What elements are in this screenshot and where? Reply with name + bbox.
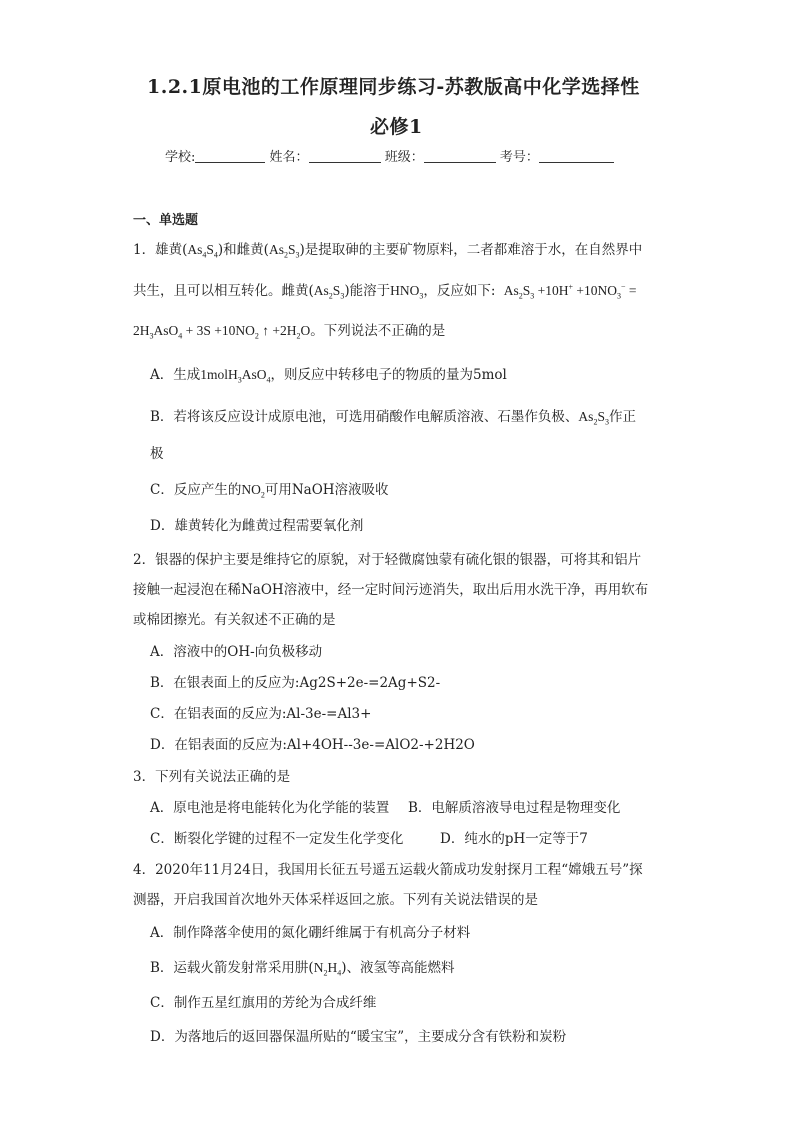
class-field[interactable] (424, 148, 496, 163)
formula-no2: $NO_2$ (241, 482, 265, 500)
formula-n2h4: $N_2H_4$ (313, 960, 342, 978)
q3-option-c[interactable]: C．断裂化学键的过程不一定发生化学变化 (150, 831, 404, 847)
q3-stem: 3．下列有关说法正确的是 (133, 769, 291, 785)
q4-stem-line2: 测器，开启我国首次地外天体采样返回之旅。下列有关说法错误的是 (133, 892, 538, 908)
name-field[interactable] (309, 148, 381, 163)
document-title-line1: 1.2.1原电池的工作原理同步练习-苏教版高中化学选择性 (147, 76, 640, 98)
q1-option-d[interactable]: D．雄黄转化为雌黄过程需要氧化剂 (150, 518, 364, 534)
q4-option-d[interactable]: D．为落地后的返回器保温所贴的“暖宝宝”，主要成分含有铁粉和炭粉 (150, 1029, 567, 1045)
q4-option-a[interactable]: A．制作降落伞使用的氮化硼纤维属于有机高分子材料 (150, 925, 471, 941)
q1-option-b[interactable]: B．若将该反应设计成原电池，可选用硝酸作电解质溶液、石墨作负极、$As_2S_3$作正 (150, 409, 636, 427)
school-label: 学校: (165, 150, 196, 165)
q2-option-d[interactable]: D．在铝表面的反应为:Al+4OH--3e-=AlO2-+2H2O (150, 737, 475, 753)
formula-as2s3: $As_2S_3$ (268, 242, 300, 260)
formula-as4s4: $As_4S_4$ (187, 242, 218, 260)
q2-option-c[interactable]: C．在铝表面的反应为:Al-3e-=Al3+ (150, 706, 372, 722)
q2-stem-line1: 2．银器的保护主要是维持它的原貌，对于轻微腐蚀蒙有硫化银的银器，可将其和铝片 (133, 552, 642, 568)
q4-option-c[interactable]: C．制作五星红旗用的芳纶为合成纤维 (150, 995, 377, 1011)
formula-as2s3: $As_2S_3$ (578, 409, 609, 427)
q2-stem-line3: 或棉团擦光。有关叙述不正确的是 (133, 612, 336, 628)
q3-option-d[interactable]: D．纯水的pH一定等于7 (440, 831, 588, 847)
q3-option-b[interactable]: B．电解质溶液导电过程是物理变化 (408, 800, 621, 816)
q1-stem-line2: 共生，且可以相互转化。雌黄$(As_2S_3)$能溶于$HNO_3$，反应如下: $As_2S_3 +10H^+ +10NO_3^-$ = (133, 282, 637, 301)
document-title-line2: 必修1 (370, 116, 423, 138)
formula-hno3: $HNO_3$ (390, 283, 424, 301)
name-label: 姓名： (269, 150, 309, 165)
exam-number-field[interactable] (539, 148, 614, 163)
q1-option-c[interactable]: C．反应产生的$NO_2$可用NaOH溶液吸收 (150, 482, 389, 500)
student-info-row (165, 146, 614, 165)
class-label: 班级： (384, 150, 424, 165)
q1-option-a[interactable]: A．生成1molH$_3$AsO$_4$，则反应中转移电子的物质的量为5mol (150, 367, 507, 385)
exam-number-label: 考号： (499, 150, 539, 165)
q3-option-a[interactable]: A．原电池是将电能转化为化学能的装置 (150, 800, 390, 816)
formula-as2s3: $As_2S_3$ (313, 283, 345, 301)
equation-left: $As_2S_3 +10H^+ +10NO_3^-$ = (503, 282, 637, 301)
school-field[interactable] (195, 148, 265, 163)
q2-stem-line2: 接触一起浸泡在稀NaOH溶液中，经一定时间污迹消失，取出后用水洗干净，再用软布 (133, 582, 649, 598)
q1-option-b-cont: 极 (150, 446, 164, 462)
q2-option-a[interactable]: A．溶液中的OH-向负极移动 (150, 644, 323, 660)
q1-stem-line3: $2H_3AsO_4 + 3S +10NO_2$ ↑ $+2H_2O$。下列说法不正确的是 (133, 323, 446, 341)
q4-option-b[interactable]: B．运载火箭发射常采用肼$(N_2H_4)$、液氢等高能燃料 (150, 960, 455, 978)
q2-option-b[interactable]: B．在银表面上的反应为:Ag2S+2e-=2Ag+S2- (150, 675, 441, 691)
section-title: 一、单选题 (133, 213, 199, 228)
equation-right: $2H_3AsO_4 + 3S +10NO_2$ ↑ $+2H_2O$ (133, 323, 311, 341)
q1-stem-line1: 1．雄黄$(As_4S_4)$和雌黄$(As_2S_3)$是提取砷的主要矿物原料，二者都难溶于水，在自然界中 (133, 242, 643, 260)
q4-stem-line1: 4．2020年11月24日，我国用长征五号遥五运载火箭成功发射探月工程“嫦娥五号”探 (133, 862, 643, 878)
formula-h3aso4: 1molH$_3$AsO$_4$ (200, 367, 271, 385)
